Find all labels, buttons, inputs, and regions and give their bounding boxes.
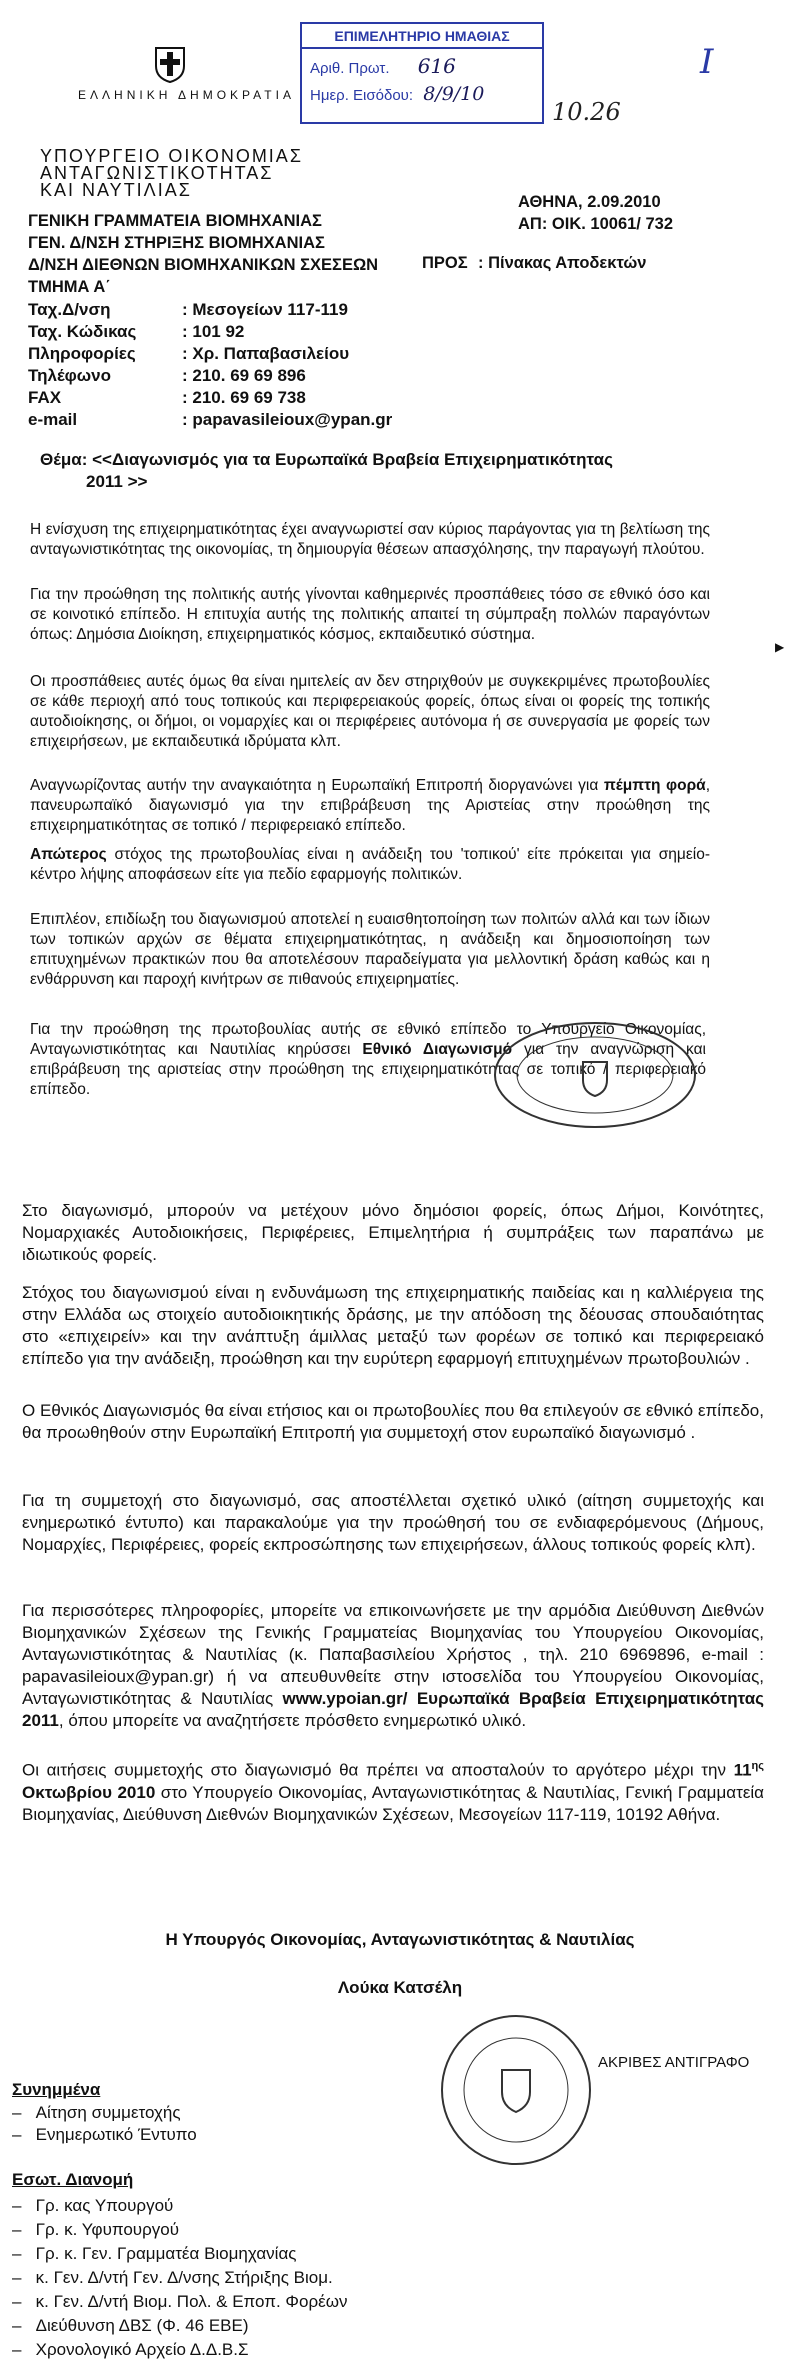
recipient-label: ΠΡΟΣ: [422, 254, 468, 272]
contact-value: : papavasileioux@ypan.gr: [182, 410, 393, 429]
list-item: – Διεύθυνση ΔΒΣ (Φ. 46 ΕΒΕ): [12, 2316, 249, 2335]
text-run: Για την προώθηση της πρωτοβουλίας αυτής σε εθνικό επίπεδο το Υπουργείο Οικονομίας, Ανταγωνιστικότητας και Ναυτιλίας κηρύσσει: [30, 1021, 706, 1058]
reference-number: ΑΠ: ΟΙΚ. 10061/ 732: [518, 215, 673, 233]
contact-value: : Χρ. Παπαβασιλείου: [182, 344, 350, 363]
contact-label: Τηλέφωνο: [28, 366, 111, 385]
stamp-protocol-row: [302, 49, 542, 78]
contact-label: FAX: [28, 388, 62, 407]
emphasis: Εθνικό Διαγωνισμό: [362, 1041, 513, 1058]
body-paragraph-8: Στο διαγωνισμό, μπορούν να μετέχουν μόνο δημόσιοι φορείς, όπως Δήμοι, Κοινότητες, Νομαρχιακές Αυτοδιοικήσεις, Περιφέρειες, Επιμελητήρια ή συμπράξεις των παραπάνω με ιδιωτικούς φορείς.: [22, 1201, 764, 1264]
body-paragraph-12: [22, 1600, 764, 1732]
stamp-date-label: Ημερ. Εισόδου:: [310, 87, 414, 104]
body-paragraph-9: Στόχος του διαγωνισμού είναι η ενδυνάμωση της επιχειρηματικής παιδείας και η καλλιέργεια της στην Ελλάδα ως στοιχείο αυτοδιοικητικής δράσης, με την απόδοση της δέουσας σπουδαιότητας στο «επιχειρείν» και την ανάπτυξη άμιλλας μεταξύ των φορέων σε τοπικό και περιφερειακό επίπεδο για την ανάδειξη, προώθηση και την ευρύτερη εφαρμογή επιτυχημένων πρωτοβουλιών .: [22, 1283, 764, 1368]
list-item-text: Ενημερωτικό Έντυπο: [35, 2125, 197, 2144]
dept-line-1: ΓΕΝΙΚΗ ΓΡΑΜΜΑΤΕΙΑ ΒΙΟΜΗΧΑΝΙΑΣ: [28, 212, 322, 230]
list-item: – Ενημερωτικό Έντυπο: [12, 2125, 197, 2144]
text-run: , πανευρωπαϊκό διαγωνισμό για την επιβράβευση της Αριστείας στην προώθηση της επιχειρηματικότητας σε τοπικό / περιφερειακό επίπεδο.: [30, 777, 711, 834]
list-item: – κ. Γεν. Δ/ντή Βιομ. Πολ. & Εποπ. Φορέων: [12, 2292, 348, 2311]
contact-label: Ταχ.Δ/νση: [28, 300, 111, 319]
body-paragraph-1: Η ενίσχυση της επιχειρηματικότητας έχει αναγνωριστεί σαν κύριος παράγοντας για τη βελτίωση της ανταγωνιστικότητας της οικονομίας, τη δημιουργία θέσεων απασχόλησης, την παραγωγή πλούτου.: [30, 521, 710, 558]
place-date: ΑΘΗΝΑ, 2.09.2010: [518, 193, 661, 211]
certified-copy-stamp: ΑΚΡΙΒΕΣ ΑΝΤΙΓΡΑΦΟ: [598, 2054, 750, 2071]
body-paragraph-5: [30, 845, 710, 885]
body-paragraph-3: Οι προσπάθειες αυτές όμως θα είναι ημιτελείς αν δεν στηριχθούν με συγκεκριμένες πρωτοβουλίες σε κάθε περιοχή από τους τοπικούς και περιφερειακούς φορείς, όπως είναι οι φορείς της τοπικής αυτοδιοίκησης, οι δήμοι, οι νομαρχίες και οι περιφέρειες αυτόνομα ή σε συνεργασία με φορείς των επιχειρήσεων, με εκπαιδευτικά ιδρύματα κλπ.: [30, 673, 710, 750]
received-stamp: [300, 22, 544, 124]
contact-value: : Μεσογείων 117-119: [182, 300, 348, 319]
list-item: – Γρ. κας Υπουργού: [12, 2196, 174, 2215]
text-run: στο Υπουργείο Οικονομίας, Ανταγωνιστικότητας & Ναυτιλίας, Γενική Γραμματεία Βιομηχανίας, Διεύθυνση Διεθνών Βιομηχανικών Σχέσεων, Μεσογείων 117-119, 10192 Αθήνα.: [22, 1782, 764, 1824]
list-item-text: κ. Γεν. Δ/ντή Γεν. Δ/νσης Στήριξης Βιομ.: [35, 2268, 333, 2287]
list-item-text: κ. Γεν. Δ/ντή Βιομ. Πολ. & Εποπ. Φορέων: [35, 2292, 348, 2311]
list-item-text: Γρ. κας Υπουργού: [35, 2196, 174, 2215]
contact-value: : 210. 69 69 896: [182, 366, 306, 385]
contact-value: : 210. 69 69 738: [182, 388, 306, 407]
distribution-title: Εσωτ. Διανομή: [12, 2170, 134, 2189]
contact-label: e-mail: [28, 410, 78, 429]
stamp-protocol-label: Αριθ. Πρωτ.: [310, 60, 390, 77]
emphasis: 11: [733, 1760, 752, 1780]
list-item-text: Αίτηση συμμετοχής: [35, 2103, 181, 2122]
emphasis: πέμπτη φορά: [603, 777, 706, 794]
superscript: ης: [751, 1760, 764, 1772]
republic-label: ΕΛΛΗΝΙΚΗ ΔΗΜΟΚΡΑΤΙΑ: [78, 88, 295, 102]
dept-line-4: ΤΜΗΜΑ Α΄: [28, 278, 111, 296]
deadline-date: Οκτωβρίου 2010: [22, 1782, 156, 1802]
body-paragraph-6: Επιπλέον, επιδίωξη του διαγωνισμού αποτελεί η ευαισθητοποίηση των πολιτών αλλά και των ίδιων των τοπικών αρχών σε θέματα επιχειρηματικότητας, η ανάδειξη και δημοσιοποίηση των επιτυχημένων πρακτικών που θα αποτελέσουν παραδείγματα για μελλοντική δράση καθώς και η ενθάρρυνση και παροχή κινήτρων σε πιθανούς επιχειρηματίες.: [30, 911, 710, 988]
handwritten-margin-note: 10.26: [552, 98, 621, 126]
signatory-role: Η Υπουργός Οικονομίας, Ανταγωνιστικότητας & Ναυτιλίας: [165, 1930, 635, 1949]
website-reference: www.ypoian.gr/ Ευρωπαϊκά Βραβεία Επιχειρηματικότητας 2011: [22, 1689, 764, 1730]
list-item: – κ. Γεν. Δ/ντή Γεν. Δ/νσης Στήριξης Βιομ.: [12, 2268, 333, 2287]
list-item: – Αίτηση συμμετοχής: [12, 2103, 181, 2122]
distribution-list: [12, 2194, 347, 2362]
ministry-line-1: ΥΠΟΥΡΓΕΙΟ ΟΙΚΟΝΟΜΙΑΣ: [40, 146, 303, 166]
official-seal: [480, 1020, 710, 1130]
stamp-protocol-value: 616: [417, 54, 456, 78]
text-run: για την αναγνώριση και επιβράβευση της αριστείας στην προώθηση της επιχειρηματικότητας σε τοπικό / περιφερειακό επίπεδο.: [30, 1041, 706, 1098]
list-item-text: Χρονολογικό Αρχείο Δ.Δ.Β.Σ: [35, 2340, 249, 2359]
body-paragraph-10: Ο Εθνικός Διαγωνισμός θα είναι ετήσιος και οι πρωτοβουλίες που θα επιλεγούν σε εθνικό επίπεδο, θα προωθηθούν στην Ευρωπαϊκή Επιτροπή για συμμετοχή στον ευρωπαϊκό διαγωνισμό .: [22, 1401, 764, 1442]
body-paragraph-11: Για τη συμμετοχή στο διαγωνισμό, σας αποστέλλεται σχετικό υλικό (αίτηση συμμετοχής και ενημερωτικό έντυπο) και παρακαλούμε για την προώθησή του σε ενδιαφερόμενους (Δήμους, Νομαρχίες, Περιφέρειες, φορείς εκπροσώπησης των επιχειρήσεων, άλλους τοπικούς φορείς κλπ).: [22, 1491, 764, 1554]
list-item-text: Γρ. κ. Γεν. Γραμματέα Βιομηχανίας: [35, 2244, 297, 2263]
list-item-text: Διεύθυνση ΔΒΣ (Φ. 46 ΕΒΕ): [35, 2316, 249, 2335]
list-item: – Γρ. κ. Υφυπουργού: [12, 2220, 180, 2239]
stamp-date-row: [302, 78, 542, 105]
stamp-title: ΕΠΙΜΕΛΗΤΗΡΙΟ ΗΜΑΘΙΑΣ: [302, 24, 542, 49]
attachments-title: Συνημμένα: [12, 2080, 101, 2099]
list-item: – Χρονολογικό Αρχείο Δ.Δ.Β.Σ: [12, 2340, 249, 2359]
attachments-list: [12, 2102, 197, 2146]
stamp-date-value: 8/9/10: [423, 83, 485, 105]
body-paragraph-2: Για την προώθηση της πολιτικής αυτής γίνονται καθημερινές προσπάθειες τόσο σε εθνικό όσο και σε κοινοτικό επίπεδο. Η επιτυχία αυτής της πολιτικής απαιτεί τη σύμπραξη πολλών παραγόντων όπως: Δημόσια Διοίκηση, επιχειρηματικός κόσμος, εκπαιδευτικό σύστημα.: [30, 586, 710, 643]
recipient-value: : Πίνακας Αποδεκτών: [478, 254, 647, 272]
dept-line-3: Δ/ΝΣΗ ΔΙΕΘΝΩΝ ΒΙΟΜΗΧΑΝΙΚΩΝ ΣΧΕΣΕΩΝ: [28, 256, 379, 274]
list-item: – Γρ. κ. Γεν. Γραμματέα Βιομηχανίας: [12, 2244, 297, 2263]
subject-line-2: 2011 >>: [86, 472, 148, 491]
text-run: Οι αιτήσεις συμμετοχής στο διαγωνισμό θα πρέπει να αποσταλούν το αργότερο μέχρι την: [22, 1760, 734, 1780]
ministry-line-2: ΑΝΤΑΓΩΝΙΣΤΙΚΟΤΗΤΑΣ: [40, 163, 274, 183]
text-run: Αναγνωρίζοντας αυτήν την αναγκαιότητα η Ευρωπαϊκή Επιτροπή διοργανώνει για: [30, 777, 604, 794]
text-run: στόχος της πρωτοβουλίας είναι η ανάδειξη του 'τοπικού' είτε πρόκειται για σημείο-κέντρο λήψης αποφάσεων είτε για πεδίο εφαρμογής πολιτικών.: [30, 846, 710, 883]
department-block: [28, 210, 378, 298]
list-item-text: Γρ. κ. Υφυπουργού: [35, 2220, 180, 2239]
ministry-line-3: ΚΑΙ ΝΑΥΤΙΛΙΑΣ: [40, 180, 192, 200]
official-seal-bottom: [436, 2010, 596, 2170]
handwritten-corner-mark: I: [700, 42, 714, 82]
contact-value: : 101 92: [182, 322, 245, 341]
page-marker-icon: ▶: [775, 640, 785, 654]
subject-line: Θέμα: <<Διαγωνισμός για τα Ευρωπαϊκά Βραβεία Επιχειρηματικότητας: [40, 450, 613, 469]
emphasis: Απώτερος: [30, 846, 107, 863]
body-paragraph-4: [30, 776, 710, 836]
contact-label: Πληροφορίες: [28, 344, 136, 363]
text-run: , όπου μπορείτε να αναζητήσετε πρόσθετο ενημερωτικό υλικό.: [58, 1711, 527, 1730]
contact-label: Ταχ. Κώδικας: [28, 322, 137, 341]
dept-line-2: ΓΕΝ. Δ/ΝΣΗ ΣΤΗΡΙΞΗΣ ΒΙΟΜΗΧΑΝΙΑΣ: [28, 234, 325, 252]
ministry-name: [40, 148, 303, 199]
coat-of-arms-emblem: [150, 44, 190, 84]
body-paragraph-13: [22, 1755, 764, 1826]
signatory-name: Λούκα Κατσέλη: [337, 1978, 463, 1997]
text-run: Για περισσότερες πληροφορίες, μπορείτε να επικοινωνήσετε με την αρμόδια Διεύθυνση Διεθνών Βιομηχανικών Σχέσεων της Γενικής Γραμματείας Βιομηχανίας του Υπουργείου Οικονομίας, Ανταγωνιστικότητας & Ναυτιλίας (κ. Παπαβασιλείου Χρήστος , τηλ. 210 6969896, e-mail : papavasileioux@ypan.gr) ή να απευθυνθείτε στην ιστοσελίδα του Υπουργείου Οικονομίας, Ανταγωνιστικότητας & Ναυτιλίας: [22, 1601, 764, 1708]
